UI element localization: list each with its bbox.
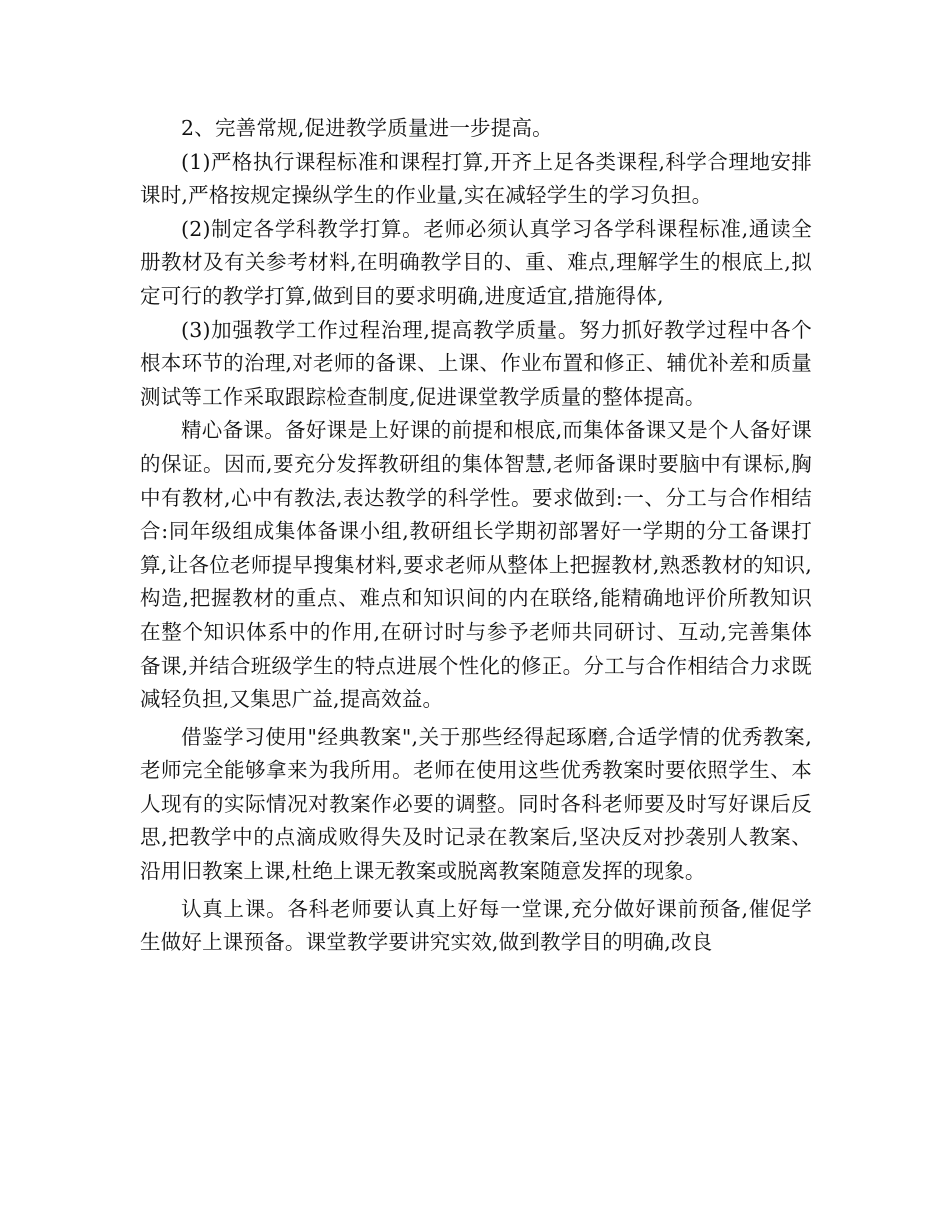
paragraph-item-2: (2)制定各学科教学打算。老师必须认真学习各学科课程标准,通读全册教材及有关参考材料,在明确教学目的、重、难点,理解学生的根底上,拟定可行的教学打算,做到目的要求明确,进度适宜,措施得体, [140, 216, 812, 308]
paragraph-item-1: (1)严格执行课程标准和课程打算,开齐上足各类课程,科学合理地安排课时,严格按规定操纵学生的作业量,实在减轻学生的学习负担。 [140, 149, 812, 208]
paragraph-item-3: (3)加强教学工作过程治理,提高教学质量。努力抓好教学过程中各个根本环节的治理,对老师的备课、上课、作业布置和修正、辅优补差和质量测试等工作采取跟踪检查制度,促进课堂教学质量的整体提高。 [140, 317, 812, 409]
document-body [140, 112, 812, 960]
paragraph-section-heading: 2、完善常规,促进教学质量进一步提高。 [181, 116, 553, 140]
paragraph-classic-lesson-plans: 借鉴学习使用"经典教案",关于那些经得起琢磨,合适学情的优秀教案,老师完全能够拿来为我所用。老师在使用这些优秀教案时要依照学生、本人现有的实际情况对教案作必要的调整。同时各科老师要及时写好课后反思,把教学中的点滴成败得失及时记录在教案后,坚决反对抄袭别人教案、沿用旧教案上课,杜绝上课无教案或脱离教案随意发挥的现象。 [140, 724, 812, 884]
paragraph-teaching: 认真上课。各科老师要认真上好每一堂课,充分做好课前预备,催促学生做好上课预备。课堂教学要讲究实效,做到教学目的明确,改良 [140, 896, 812, 955]
paragraph-lesson-prep: 精心备课。备好课是上好课的前提和根底,而集体备课又是个人备好课的保证。因而,要充分发挥教研组的集体智慧,老师备课时要脑中有课标,胸中有教材,心中有教法,表达教学的科学性。要求做到:一、分工与合作相结合:同年级组成集体备课小组,教研组长学期初部署好一学期的分工备课打算,让各位老师提早搜集材料,要求老师从整体上把握教材,熟悉教材的知识,构造,把握教材的重点、难点和知识间的内在联络,能精确地评价所教知识在整个知识体系中的作用,在研讨时与参予老师共同研讨、互动,完善集体备课,并结合班级学生的特点进展个性化的修正。分工与合作相结合力求既减轻负担,又集思广益,提高效益。 [140, 418, 812, 712]
